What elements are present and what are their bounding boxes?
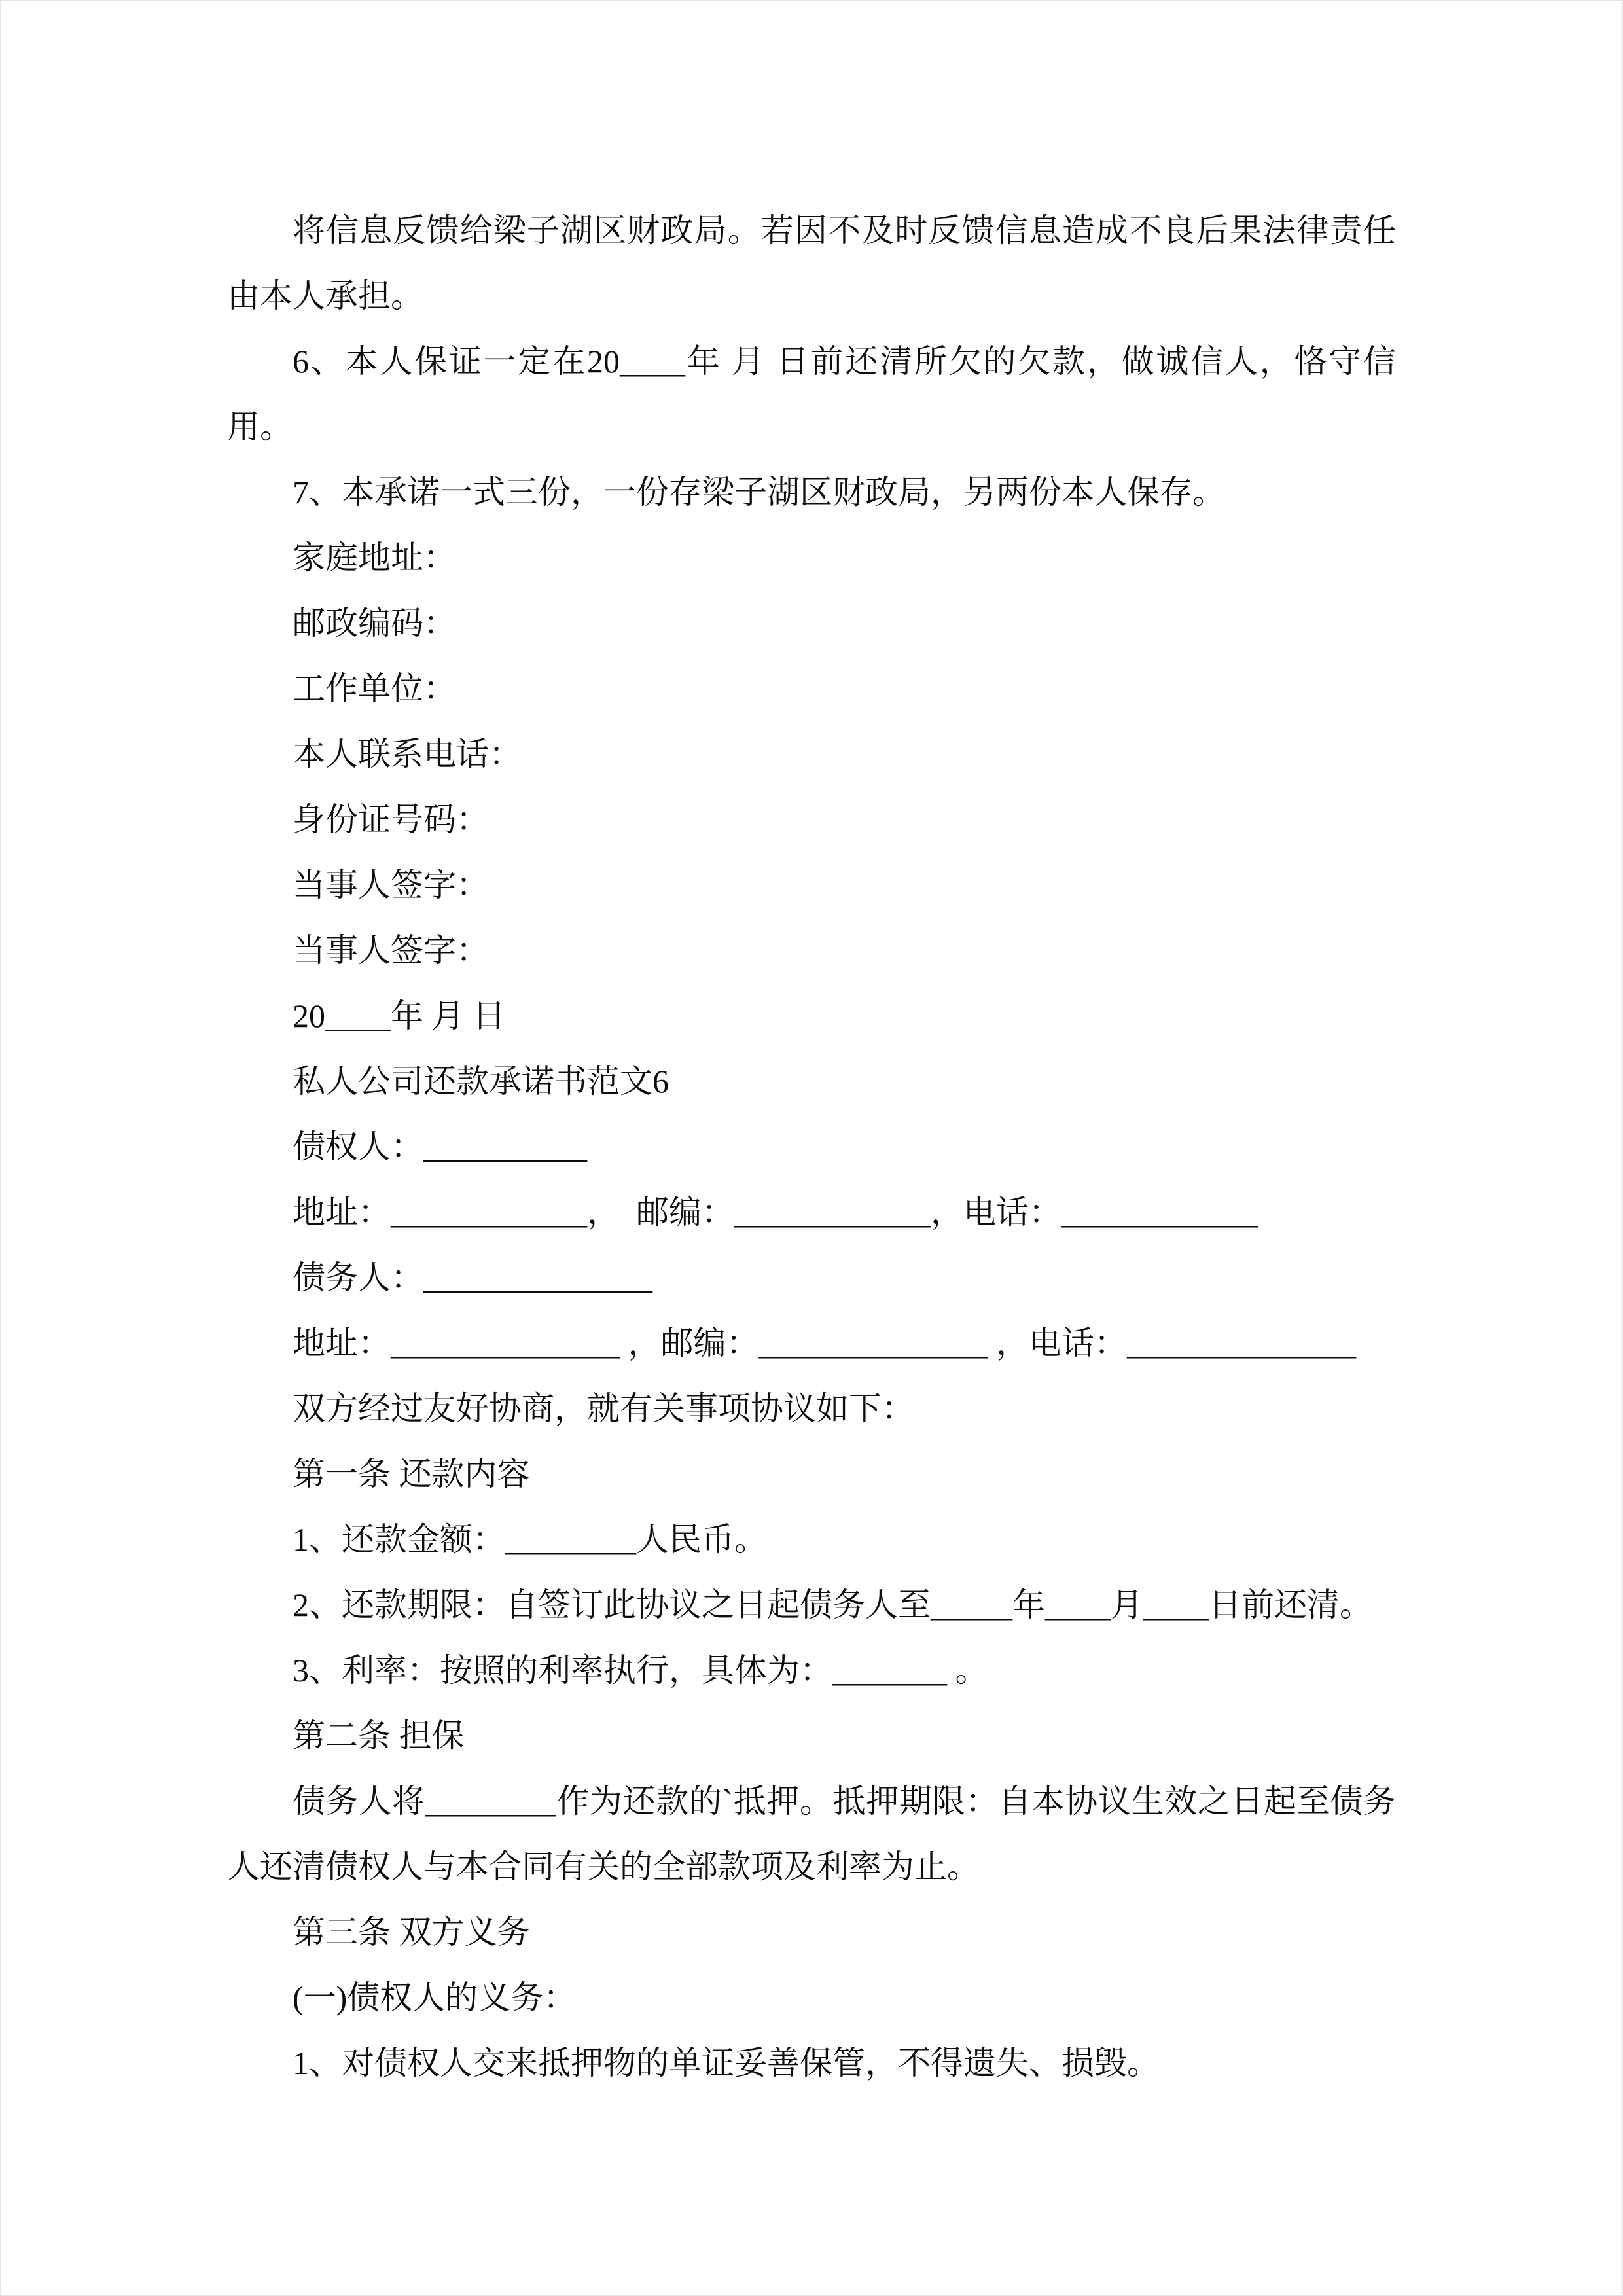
paragraph-item-7: 7、本承诺一式三份，一份存梁子湖区财政局，另两份本人保存。 <box>293 474 1225 511</box>
field-home-address: 家庭地址： <box>293 539 456 576</box>
field-creditor-address: 地址：____________， 邮编：____________，电话：____________ <box>293 1194 1258 1230</box>
field-work-unit: 工作单位： <box>293 670 456 707</box>
field-debtor-address: 地址：______________ ，邮编：______________ ，电话：______________ <box>293 1325 1356 1361</box>
field-date: 20____年 月 日 <box>293 997 505 1034</box>
document-body <box>227 198 1396 2096</box>
field-party-signature-1: 当事人签字： <box>293 867 489 903</box>
field-contact-phone: 本人联系电话： <box>293 736 522 772</box>
heading-creditor-obligations: (一)债权人的义务： <box>293 1979 577 2016</box>
field-creditor: 债权人：__________ <box>293 1128 587 1165</box>
field-id-number: 身份证号码： <box>293 801 489 838</box>
clause-collateral: 债务人将________作为还款的`抵押。抵押期限：自本协议生效之日起至债务人还清债权人与本合同有关的全部款项及利率为止。 <box>227 1783 1396 1885</box>
heading-article-3: 第三条 双方义务 <box>293 1914 530 1950</box>
paragraph-item-6: 6、本人保证一定在20____年 月 日前还清所欠的欠款，做诚信人，恪守信用。 <box>227 343 1396 445</box>
field-party-signature-2: 当事人签字： <box>293 932 489 969</box>
heading-article-2: 第二条 担保 <box>293 1717 465 1754</box>
paragraph-agreement-intro: 双方经过友好协商，就有关事项协议如下： <box>293 1390 914 1427</box>
field-debtor: 债务人：______________ <box>293 1259 652 1296</box>
clause-repayment-amount: 1、还款金额：________人民币。 <box>293 1521 767 1558</box>
clause-safekeeping: 1、对债权人交来抵押物的单证妥善保管，不得遗失、损毁。 <box>293 2045 1160 2081</box>
clause-interest-rate: 3、利率：按照的利率执行，具体为：_______ 。 <box>293 1652 988 1689</box>
paragraph-continuation: 将信息反馈给梁子湖区财政局。若因不及时反馈信息造成不良后果法律责任由本人承担。 <box>227 212 1396 314</box>
clause-repayment-deadline: 2、还款期限：自签订此协议之日起债务人至_____年____月____日前还清。 <box>293 1587 1372 1623</box>
section-title-sample-6: 私人公司还款承诺书范文6 <box>293 1063 669 1100</box>
field-postal-code: 邮政编码： <box>293 605 456 641</box>
heading-article-1: 第一条 还款内容 <box>293 1456 530 1492</box>
